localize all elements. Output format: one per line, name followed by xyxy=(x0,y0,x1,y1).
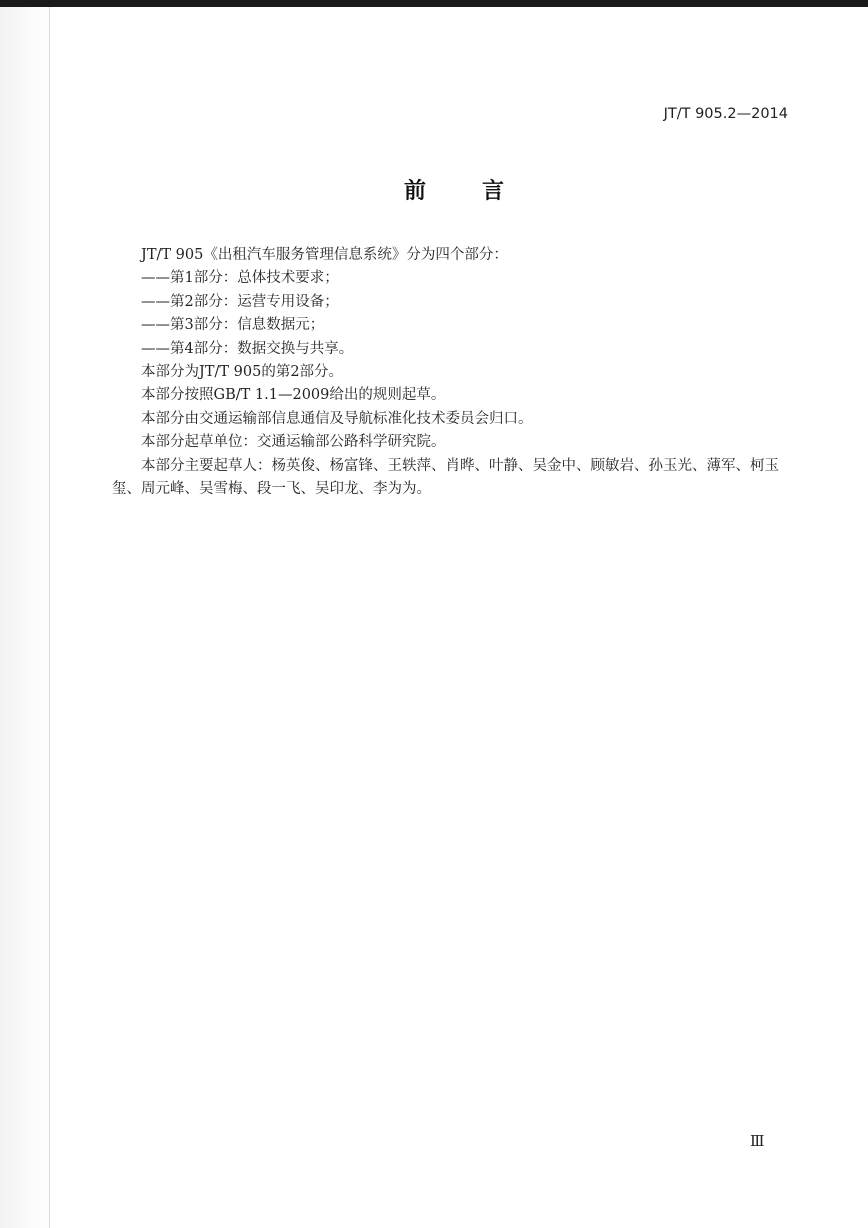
list-item-part-4: ——第4部分：数据交换与共享。 xyxy=(141,340,354,357)
title-char: 言 xyxy=(481,179,504,204)
title-char: 前 xyxy=(404,179,427,204)
list-item-part-3: ——第3部分：信息数据元； xyxy=(141,317,325,334)
paragraph-committee: 本部分由交通运输部信息通信及导航标准化技术委员会归口。 xyxy=(141,410,533,427)
paragraph-parts-intro: JT/T 905《出租汽车服务管理信息系统》分为四个部分： xyxy=(141,247,508,263)
page-title xyxy=(404,174,504,205)
paragraph-scope: 本部分为JT/T 905的第2部分。 xyxy=(141,364,344,381)
foreword-body xyxy=(112,244,792,501)
list-item-part-1: ——第1部分：总体技术要求； xyxy=(141,270,339,287)
paragraph-drafting-rules: 本部分按照GB/T 1.1—2009给出的规则起草。 xyxy=(141,387,446,404)
standard-code: JT/T 905.2—2014 xyxy=(663,106,788,122)
paragraph-drafters: 本部分主要起草人：杨英俊、杨富锋、王轶萍、肖晔、叶静、吴金中、顾敏岩、孙玉光、薄军、柯玉玺、周元峰、吴雪梅、段一飞、吴印龙、李为为。 xyxy=(112,457,779,498)
list-item-part-2: ——第2部分：运营专用设备； xyxy=(141,293,339,310)
paragraph-drafting-unit: 本部分起草单位：交通运输部公路科学研究院。 xyxy=(141,434,446,451)
page-number: Ⅲ xyxy=(750,1132,765,1150)
